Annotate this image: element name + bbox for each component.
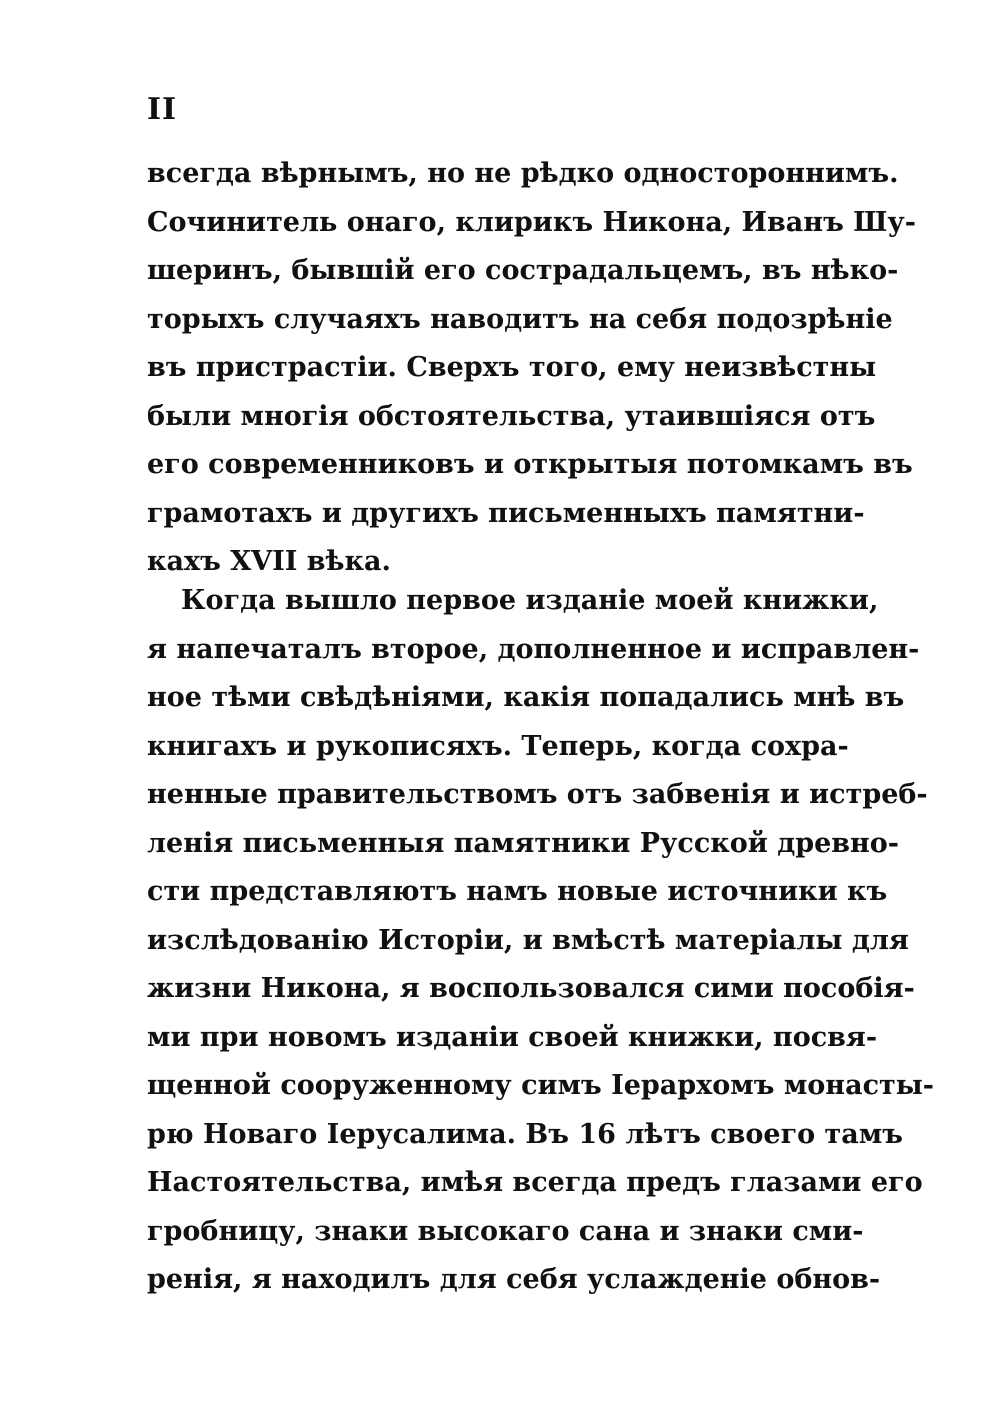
text-line: его современниковъ и открытыя потомкамъ въ xyxy=(147,449,913,480)
text-line: я напечаталъ второе, дополненное и исправлен- xyxy=(147,633,920,665)
page-number: II xyxy=(147,92,178,127)
text-line: ненные правительствомъ отъ забвенія и истреб- xyxy=(147,779,928,810)
text-line: жизни Никона, я воспользовался сими пособія- xyxy=(147,973,915,1004)
text-line: рю Новаго Іерусалима. Въ 16 лѣтъ своего тамъ xyxy=(147,1118,903,1150)
text-line: грамотахъ и другихъ письменныхъ памятни- xyxy=(147,497,865,529)
text-line: книгахъ и рукописяхъ. Теперь, когда сохра- xyxy=(147,730,849,762)
text-line: ренія, я находилъ для себя услажденіе обнов- xyxy=(147,1264,881,1295)
text-line: сти представляютъ намъ новые источники къ xyxy=(147,876,888,907)
text-line: гробницу, знаки высокаго сана и знаки сми- xyxy=(147,1215,864,1247)
text-line-indented: Когда вышло первое изданіе моей книжки, xyxy=(181,585,879,616)
paragraph-1 xyxy=(147,150,916,587)
text-line: торыхъ случаяхъ наводитъ на себя подозрѣніе xyxy=(147,303,893,335)
text-line: ное тѣми свѣдѣніями, какія попадались мнѣ въ xyxy=(147,682,905,713)
text-line: ми при новомъ изданіи своей книжки, посвя- xyxy=(147,1021,878,1053)
text-line: Настоятельства, имѣя всегда предъ глазами его xyxy=(147,1167,923,1198)
text-line: Сочинитель онаго, клирикъ Никона, Иванъ Шу- xyxy=(147,206,916,238)
text-line: изслѣдованію Исторіи, и вмѣстѣ матеріалы для xyxy=(147,924,909,956)
paragraph-2 xyxy=(147,577,935,1305)
text-line-last: кахъ XVII вѣка. xyxy=(147,546,391,577)
text-line: всегда вѣрнымъ, но не рѣдко одностороннимъ. xyxy=(147,158,899,189)
text-line: были многія обстоятельства, утаившіяся отъ xyxy=(147,400,876,432)
text-line: ленія письменныя памятники Русской древно- xyxy=(147,827,899,859)
text-line: въ пристрастіи. Сверхъ того, ему неизвѣстны xyxy=(147,352,877,383)
text-line: шеринъ, бывшій его сострадальцемъ, въ нѣко- xyxy=(147,255,899,286)
text-line: щенной сооруженному симъ Іерархомъ монасты- xyxy=(147,1070,935,1101)
